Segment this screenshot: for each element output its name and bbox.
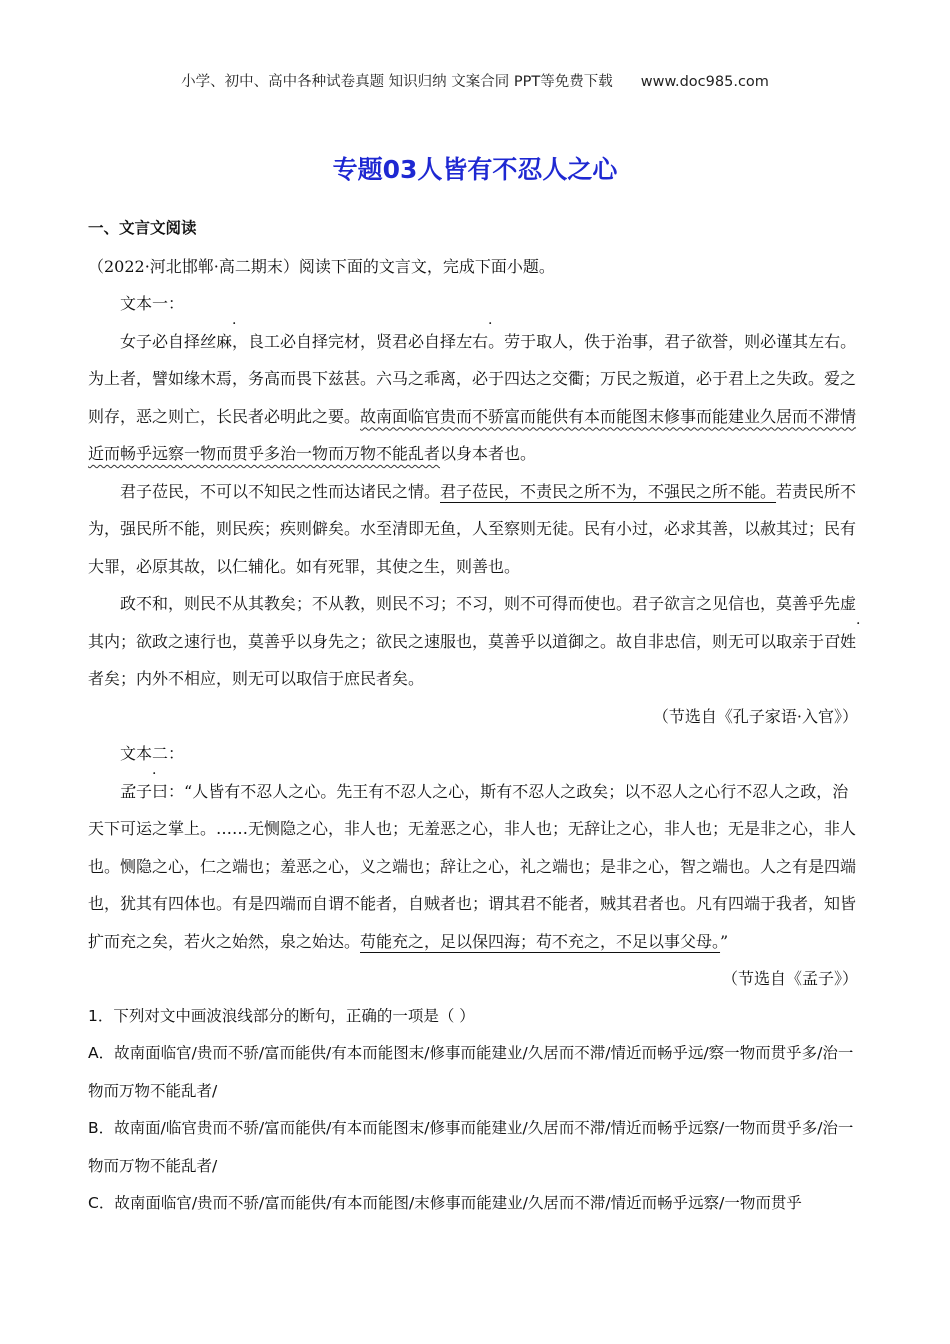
- option-c: C．故南面临官/贵而不骄/富而能供/有本而能图/末修事而能建业/久居而不滞/情近而畅乎远察/一物而贯乎: [88, 1194, 802, 1212]
- text2-source: （节选自《孟子》）: [721, 969, 858, 988]
- text2-label: 文本二：: [120, 744, 185, 763]
- question-stem: 1．下列对文中画波浪线部分的断句，正确的一项是（ ）: [88, 1006, 475, 1025]
- section-heading: 一、文言文阅读: [88, 219, 197, 237]
- emphasis-dots: · · 丝麻: [200, 332, 232, 351]
- text1-label: 文本一：: [120, 294, 185, 313]
- text1-paragraph-3: 政不和，则民不从其教矣；不从教，则民不习；不习，则不可得而使也。君子欲言之见信也，莫善乎先虚其内；欲政之速行也，莫善乎以身先之；欲民之速服也，莫善乎以道御之。故自非忠信，则无可以取亲于· · 百姓者矣；内外不相应，则无可以取信于庶民者矣。: [88, 585, 864, 698]
- page-header: [0, 70, 950, 91]
- header-text: 小学、初中、高中各种试卷真题 知识归纳 文案合同 PPT等免费下载: [181, 74, 613, 90]
- underlined-sentence: 苟能充之，足以保四海；苟不充之，不足以事父母。: [360, 931, 721, 951]
- header-site[interactable]: www.doc985.com: [640, 74, 769, 90]
- text1-paragraph-2: 君子莅民，不可以不知民之性而达诸民之情。君子莅民，不责民之所不为，不强民之所不能。若责民所不为，强民所不能，则民疾；疾则僻矣。水至清即无鱼，人至察则无徒。民有小过，必求其善，以赦其过；民有大罪，必原其故，以仁辅化。如有死罪，其使之生，则善也。: [88, 481, 857, 576]
- option-b: B．故南面/临官贵而不骄/富而能供/有本而能图末/修事而能建业/久居而不滞/情近而畅乎远察/一物而贯乎多/治一物而万物不能乱者/: [88, 1119, 854, 1175]
- wavy-underline-passage: 故南面临官贵而不骄富而能供有本而能图末修事而能建业久居而不滞情近而畅乎远察一物而贯乎多治一物而万物不能乱者: [88, 406, 857, 463]
- emphasis-dots: · · 孟子: [120, 782, 152, 801]
- emphasis-dots: · · 百姓: [824, 632, 856, 651]
- document-body: [88, 210, 864, 1223]
- emphasis-dots: · · 左右: [456, 332, 488, 351]
- page-title: 专题03人皆有不忍人之心: [332, 155, 618, 184]
- text1-source: （节选自《孔子家语·入官》）: [652, 706, 858, 726]
- option-a: A．故南面临官/贵而不骄/富而能供/有本而能图末/修事而能建业/久居而不滞/情近而畅乎远/察一物而贯乎多/治一物而万物不能乱者/: [88, 1044, 854, 1100]
- text2-paragraph-1: · · 孟子曰：“人皆有不忍人之心。先王有不忍人之心，斯有不忍人之政矣；以不忍人之心行不忍人之政，治天下可运之掌上。……无恻隐之心，非人也；无羞恶之心，非人也；无辞让之心，非人也；无是非之心，非人也。恻隐之心，仁之端也；羞恶之心，义之端也；辞让之心，礼之端也；是非之心，智之端也。人之有是四端也，犹其有四体也。有是四端而自谓不能者，自贼者也；谓其君不能者，贼其君者也。凡有四端于我者，知皆扩而充之矣，若火之始然，泉之始达。苟能充之，足以保四海；苟不充之，不足以事父母。”: [88, 773, 864, 961]
- intro-text: （2022·河北邯郸·高二期末）阅读下面的文言文，完成下面小题。: [88, 256, 555, 276]
- underlined-sentence: 君子莅民，不责民之所不为，不强民之所不能。: [440, 481, 777, 501]
- text1-paragraph-1: 女子必自择· · 丝麻，良工必自择完材，贤君必自择· · 左右。劳于取人，佚于治事，君子欲誉，则必谨其左右。为上者，譬如缘木焉，务高而畏下兹甚。六马之乖离，必于四达之交衢；万民之叛道，必于君上之失政。爱之则存，恶之则亡，长民者必明此之要。故南面临官贵而不骄富而能供有本而能图末修事而能建业久居而不滞情近而畅乎远察一物而贯乎多治一物而万物不能乱者以身本者也。: [88, 323, 864, 473]
